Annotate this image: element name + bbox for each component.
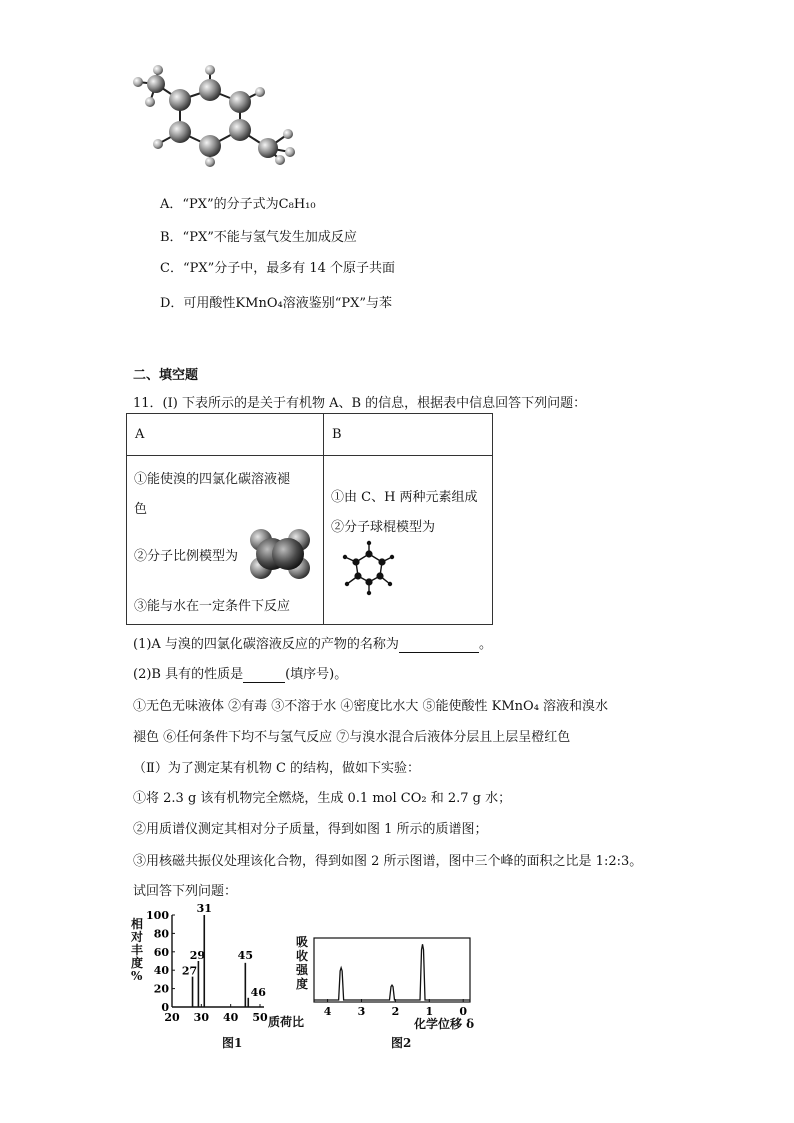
a-item2: ②分子比例模型为 [134, 549, 239, 564]
peak-label: 27 [181, 964, 198, 978]
plot-frame [314, 938, 470, 1002]
x-tick-label: 40 [223, 1011, 239, 1024]
b-item2: ②分子球棍模型为 [331, 520, 436, 535]
c-atom [199, 79, 221, 101]
step-3: ③用核磁共振仪处理该化合物，得到如图 2 所示图谱，图中三个峰的面积之比是 1:2:3。 [133, 854, 643, 869]
c-atom [199, 135, 221, 157]
h-atom [133, 77, 143, 87]
x-tick-label: 50 [252, 1011, 268, 1024]
nmr-spectrum-chart [310, 930, 480, 1020]
h-atom [275, 155, 285, 165]
step-2: ②用质谱仪测定其相对分子质量，得到如图 1 所示的质谱图； [133, 822, 488, 837]
properties-line-2: 褪色 ⑥任何条件下均不与氢气反应 ⑦与溴水混合后液体分层且上层呈橙红色 [133, 730, 571, 745]
option-c: C．“PX”分子中，最多有 14 个原子共面 [160, 261, 396, 276]
c-atom [229, 119, 251, 141]
x-tick-label: 30 [193, 1011, 209, 1024]
x-tick-label: 20 [164, 1011, 180, 1024]
question-1 [133, 633, 492, 653]
question-1-text: (1)A 与溴的四氯化碳溶液反应的产物的名称为 [133, 637, 399, 652]
y-tick-label: 20 [153, 982, 169, 996]
x-tick-label: 4 [323, 1005, 332, 1018]
table-header-a: A [127, 414, 324, 456]
h-atom [145, 97, 155, 107]
h-atom [153, 139, 163, 149]
answer-blank-2[interactable] [243, 667, 285, 683]
c-atom [229, 91, 251, 113]
c-atom [258, 138, 278, 158]
x-tick-label: 0 [459, 1005, 468, 1018]
y-tick-label: 80 [153, 927, 169, 941]
c-atom [169, 89, 191, 111]
fig1-caption: 图1 [222, 1036, 243, 1050]
info-table [126, 413, 493, 625]
part2-intro: （Ⅱ）为了测定某有机物 C 的结构，做如下实验： [133, 761, 421, 776]
h-atom [255, 87, 265, 97]
properties-line-1: ①无色无味液体 ②有毒 ③不溶于水 ④密度比水大 ⑤能使酸性 KMnO₄ 溶液和溴水 [133, 699, 609, 714]
table-cell-b [324, 456, 493, 625]
try-answer: 试回答下列问题： [133, 884, 238, 899]
peak-label: 29 [189, 949, 206, 962]
h-atom [283, 129, 293, 139]
option-a: A．“PX”的分子式为C₈H₁₀ [160, 197, 316, 212]
peak-label: 45 [237, 948, 253, 962]
px-molecule-model [128, 60, 308, 170]
step-1: ①将 2.3 g 该有机物完全燃烧，生成 0.1 mol CO₂ 和 2.7 g 水； [133, 791, 512, 806]
option-d: D．可用酸性KMnO₄溶液鉴别“PX”与苯 [160, 296, 392, 311]
option-b: B．“PX”不能与氢气发生加成反应 [160, 230, 357, 245]
x-tick-label: 2 [391, 1005, 400, 1018]
y-tick-label: 0 [161, 1001, 169, 1014]
a-item1: ①能使溴的四氯化碳溶液褪 [134, 472, 291, 487]
fig1-ylabel: 相 对 丰 度 % [131, 917, 144, 983]
h-atom [285, 147, 295, 157]
a-item3: ③能与水在一定条件下反应 [134, 599, 291, 614]
mass-spectrum-chart [140, 900, 320, 1030]
ethylene-space-filling-model [247, 526, 313, 582]
question-1-end: 。 [478, 637, 492, 652]
fig2-caption: 图2 [391, 1036, 412, 1050]
fig2-ylabel: 吸 收 强 度 [296, 935, 309, 991]
peak-label: 31 [196, 902, 212, 915]
y-tick-label: 100 [146, 909, 169, 922]
peak-label: 46 [250, 985, 266, 999]
y-tick-label: 60 [153, 945, 169, 959]
fig2-xlabel: 化学位移 δ [414, 1017, 475, 1031]
a-item1-cont: 色 [134, 502, 148, 517]
x-tick-label: 1 [425, 1005, 434, 1018]
question-2 [133, 663, 347, 683]
table-cell-a [127, 456, 324, 625]
table-header-b: B [324, 414, 493, 456]
h-atom [205, 65, 215, 75]
benzene-ball-stick-model [338, 538, 400, 598]
y-tick-label: 40 [153, 964, 169, 978]
h-atom [153, 65, 163, 75]
question-2-text: (2)B 具有的性质是 [133, 667, 244, 682]
spectrum-line [314, 944, 470, 1000]
c-atom [169, 121, 191, 143]
h-atom [205, 157, 215, 167]
q11-intro: 11．(Ⅰ) 下表所示的是关于有机物 A、B 的信息，根据表中信息回答下列问题： [133, 396, 587, 411]
c-atom [147, 75, 165, 93]
answer-blank-1[interactable] [399, 637, 479, 653]
x-tick-label: 3 [357, 1005, 366, 1018]
b-item1: ①由 C、H 两种元素组成 [331, 490, 478, 505]
section-title: 二、填空题 [133, 368, 199, 383]
fig1-xlabel: 质荷比 [268, 1015, 305, 1029]
question-2-end: (填序号)。 [285, 667, 348, 682]
